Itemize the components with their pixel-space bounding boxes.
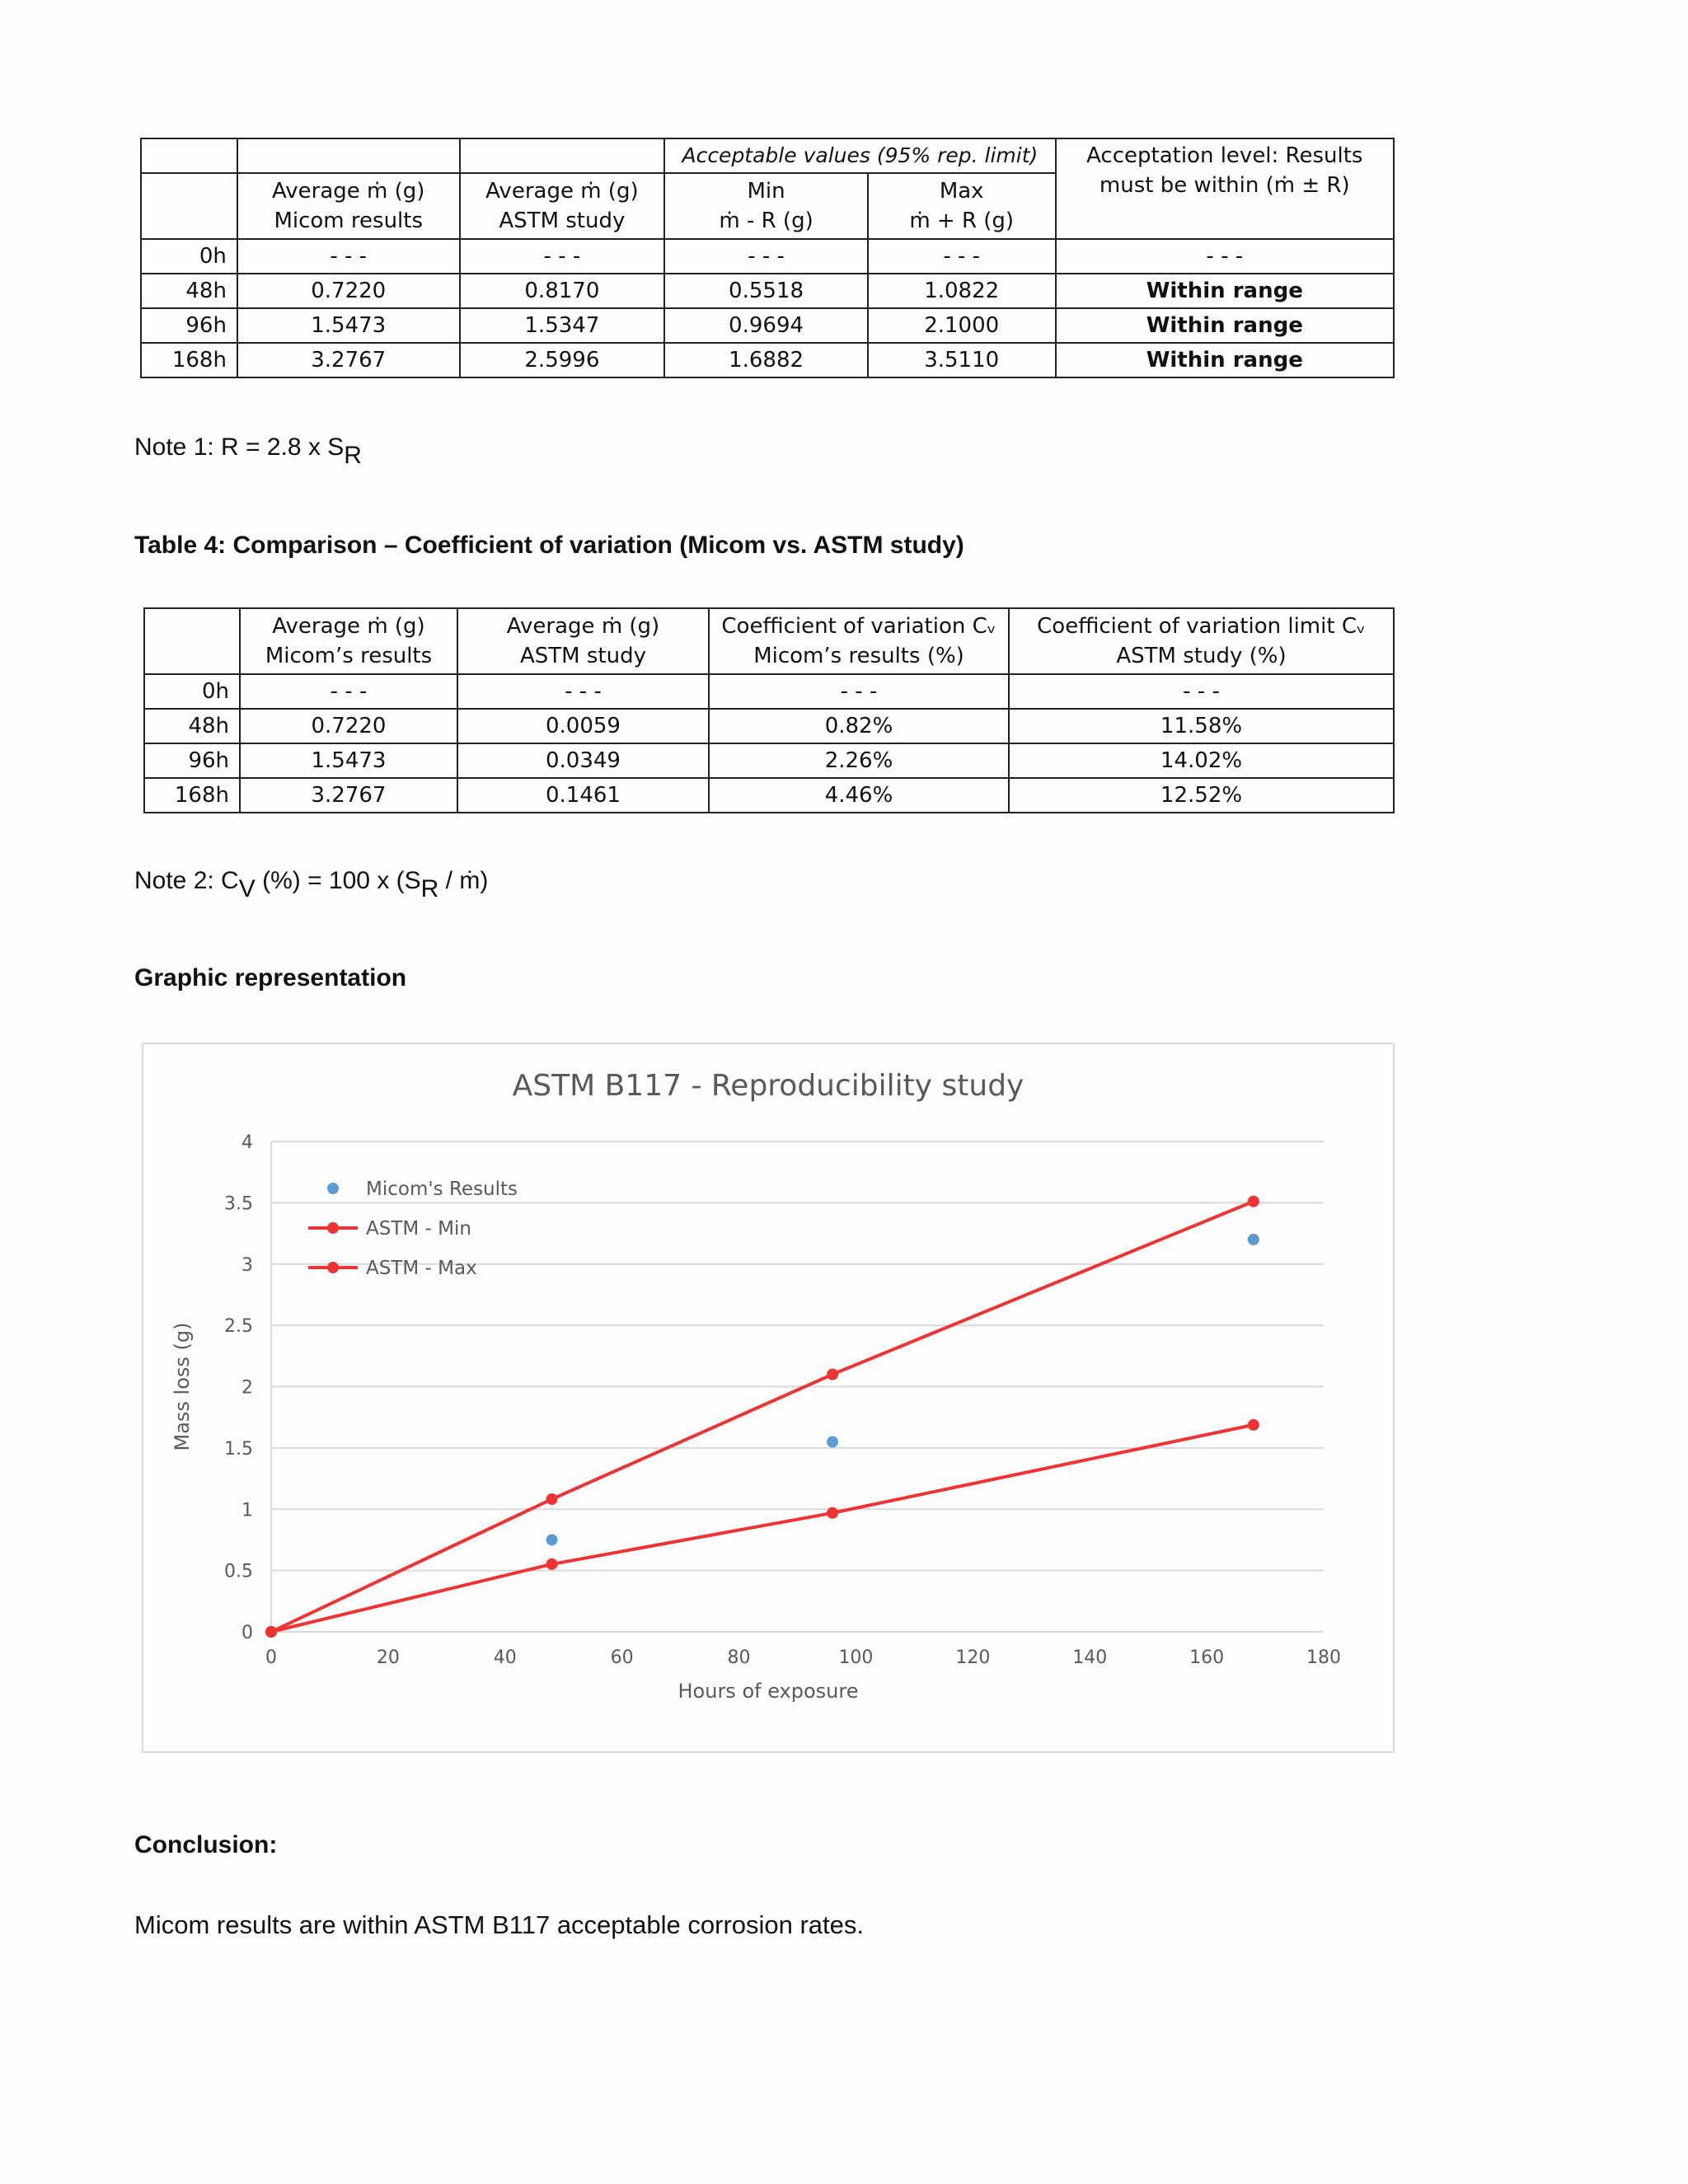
micom-cell: 1.5473 [237, 308, 460, 343]
note-2-text: (%) = 100 x (S [255, 867, 421, 894]
data-point-micom-s-results [1248, 1234, 1259, 1245]
table-row [141, 343, 1394, 377]
data-point-micom-s-results [546, 1534, 558, 1545]
cv-limit-cell: - - - [1009, 674, 1394, 709]
x-tick-label: 60 [610, 1647, 634, 1668]
x-axis-title: Hours of exposure [678, 1680, 859, 1703]
row-label: 168h [141, 343, 237, 377]
astm-cell: 0.8170 [460, 274, 665, 308]
conclusion-text: Micom results are within ASTM B117 acceptable corrosion rates. [134, 1910, 865, 1939]
micom-cell: 0.7220 [237, 274, 460, 308]
header-line: Micom’s results (%) [753, 644, 964, 668]
note-1-subscript: R [344, 442, 362, 469]
data-point-astm-min [546, 1558, 558, 1570]
note-2-subscript: V [238, 875, 256, 902]
legend-marker-astm-max [327, 1262, 339, 1273]
legend-label: ASTM - Max [366, 1258, 477, 1279]
legend-marker-astm-min [327, 1222, 339, 1234]
header-line: ṁ + R (g) [909, 209, 1015, 233]
table-row [141, 308, 1394, 343]
max-header [868, 173, 1056, 239]
x-tick-label: 140 [1072, 1647, 1108, 1668]
micom-cell: 0.7220 [240, 709, 457, 743]
astm-cell: 0.0349 [457, 743, 709, 778]
cv-cell: - - - [709, 674, 1009, 709]
header-line: Min [747, 179, 785, 204]
cv-limit-cell: 11.58% [1009, 709, 1394, 743]
row-label: 0h [144, 674, 240, 709]
cv-cell: 4.46% [709, 778, 1009, 813]
acceptable-values-table [140, 138, 1395, 378]
empty-cell [144, 608, 240, 674]
min-cell: 1.6882 [664, 343, 868, 377]
conclusion-heading: Conclusion: [134, 1831, 278, 1858]
row-label: 48h [141, 274, 237, 308]
x-tick-label: 160 [1189, 1647, 1225, 1668]
header-line: ṁ - R (g) [719, 209, 814, 233]
acceptance-level-header [1056, 138, 1394, 239]
empty-cell [141, 138, 237, 173]
header-line: Max [939, 179, 984, 204]
table-row [141, 274, 1394, 308]
note-2-subscript: R [420, 875, 439, 902]
max-cell: 3.5110 [868, 343, 1056, 377]
astm-cell: 2.5996 [460, 343, 665, 377]
data-point-astm-max [827, 1369, 838, 1380]
y-tick-label: 0.5 [224, 1561, 253, 1582]
acceptance-cell: Within range [1056, 274, 1394, 308]
row-label: 96h [141, 308, 237, 343]
header-line: Average ṁ (g) [506, 614, 660, 639]
table-header-row [141, 138, 1394, 173]
x-tick-label: 20 [376, 1647, 400, 1668]
y-tick-label: 0 [241, 1623, 253, 1643]
row-label: 168h [144, 778, 240, 813]
series-line-astm-min [271, 1425, 1254, 1632]
header-line: Coefficient of variation limit Cᵥ [1037, 614, 1366, 639]
table-4-title: Table 4: Comparison – Coefficient of variation (Micom vs. ASTM study) [134, 532, 964, 559]
header-line: Coefficient of variation Cᵥ [721, 614, 996, 639]
max-cell: 2.1000 [868, 308, 1056, 343]
acceptance-cell: - - - [1056, 239, 1394, 274]
row-label: 96h [144, 743, 240, 778]
astm-cell: 0.0059 [457, 709, 709, 743]
cv-limit-cell: 14.02% [1009, 743, 1394, 778]
y-tick-label: 1 [241, 1500, 253, 1521]
max-cell: 1.0822 [868, 274, 1056, 308]
note-2-text: Note 2: C [134, 867, 239, 894]
empty-cell [141, 173, 237, 239]
astm-cell: 0.1461 [457, 778, 709, 813]
table-row [144, 778, 1394, 813]
note-1-text: Note 1: R = 2.8 x S [134, 434, 345, 461]
y-tick-label: 2 [241, 1377, 253, 1399]
header-line: Acceptation level: Results [1086, 143, 1363, 168]
header-line: ASTM study [499, 209, 626, 233]
data-point-micom-s-results [827, 1436, 838, 1447]
note-2-text: / ṁ) [438, 867, 489, 894]
data-point-astm-max [1248, 1196, 1259, 1207]
acceptance-cell: Within range [1056, 308, 1394, 343]
x-tick-label: 80 [727, 1647, 751, 1668]
x-tick-label: 180 [1306, 1647, 1341, 1668]
micom-header [237, 173, 460, 239]
table-row [141, 239, 1394, 274]
header-line: must be within (ṁ ± R) [1099, 173, 1350, 198]
row-label: 0h [141, 239, 237, 274]
data-point-astm-min [827, 1507, 838, 1519]
y-tick-label: 1.5 [224, 1438, 253, 1460]
empty-cell [237, 138, 460, 173]
astm-cell: 1.5347 [460, 308, 665, 343]
header-line: Micom results [274, 209, 424, 233]
astm-cell: - - - [460, 239, 665, 274]
x-tick-label: 40 [493, 1647, 517, 1668]
x-tick-label: 0 [265, 1647, 277, 1668]
micom-header [240, 608, 457, 674]
header-line: Micom’s results [265, 644, 433, 668]
y-tick-label: 3 [241, 1254, 253, 1276]
y-tick-label: 2.5 [224, 1316, 253, 1338]
table-header-row [144, 608, 1394, 674]
note-1 [134, 434, 362, 469]
legend-label: ASTM - Min [366, 1218, 471, 1240]
micom-cell: 1.5473 [240, 743, 457, 778]
y-axis-title: Mass loss (g) [171, 1322, 194, 1451]
header-line: Average ṁ (g) [272, 179, 425, 204]
cv-header [709, 608, 1009, 674]
acceptable-values-group-header: Acceptable values (95% rep. limit) [664, 138, 1055, 173]
chart-title: ASTM B117 - Reproducibility study [512, 1069, 1025, 1103]
legend-marker-micom-s-results [327, 1183, 339, 1194]
data-point-astm-max [265, 1626, 277, 1638]
table-row [144, 743, 1394, 778]
astm-header [457, 608, 709, 674]
min-header [664, 173, 868, 239]
acceptance-cell: Within range [1056, 343, 1394, 377]
table-row [144, 674, 1394, 709]
reproducibility-chart [143, 1044, 1393, 1751]
micom-cell: - - - [240, 674, 457, 709]
min-cell: - - - [664, 239, 868, 274]
y-tick-label: 4 [241, 1132, 253, 1153]
row-label: 48h [144, 709, 240, 743]
empty-cell [460, 138, 665, 173]
micom-cell: 3.2767 [237, 343, 460, 377]
table-row [144, 709, 1394, 743]
x-tick-label: 100 [838, 1647, 874, 1668]
header-line: ASTM study (%) [1116, 644, 1287, 668]
header-line: Average ṁ (g) [272, 614, 425, 639]
astm-header [460, 173, 665, 239]
y-tick-label: 3.5 [224, 1193, 253, 1215]
legend-label: Micom's Results [366, 1179, 518, 1200]
graphic-heading: Graphic representation [134, 964, 407, 991]
cv-limit-header [1009, 608, 1394, 674]
min-cell: 0.5518 [664, 274, 868, 308]
cv-cell: 0.82% [709, 709, 1009, 743]
data-point-astm-max [546, 1493, 558, 1505]
micom-cell: 3.2767 [240, 778, 457, 813]
max-cell: - - - [868, 239, 1056, 274]
cv-limit-cell: 12.52% [1009, 778, 1394, 813]
header-line: Average ṁ (g) [485, 179, 639, 204]
header-line: ASTM study [520, 644, 646, 668]
data-point-astm-min [1248, 1419, 1259, 1431]
min-cell: 0.9694 [664, 308, 868, 343]
chart-container [142, 1043, 1395, 1753]
x-tick-label: 120 [955, 1647, 991, 1668]
coefficient-variation-table [143, 607, 1395, 813]
astm-cell: - - - [457, 674, 709, 709]
micom-cell: - - - [237, 239, 460, 274]
cv-cell: 2.26% [709, 743, 1009, 778]
note-2 [134, 867, 489, 902]
